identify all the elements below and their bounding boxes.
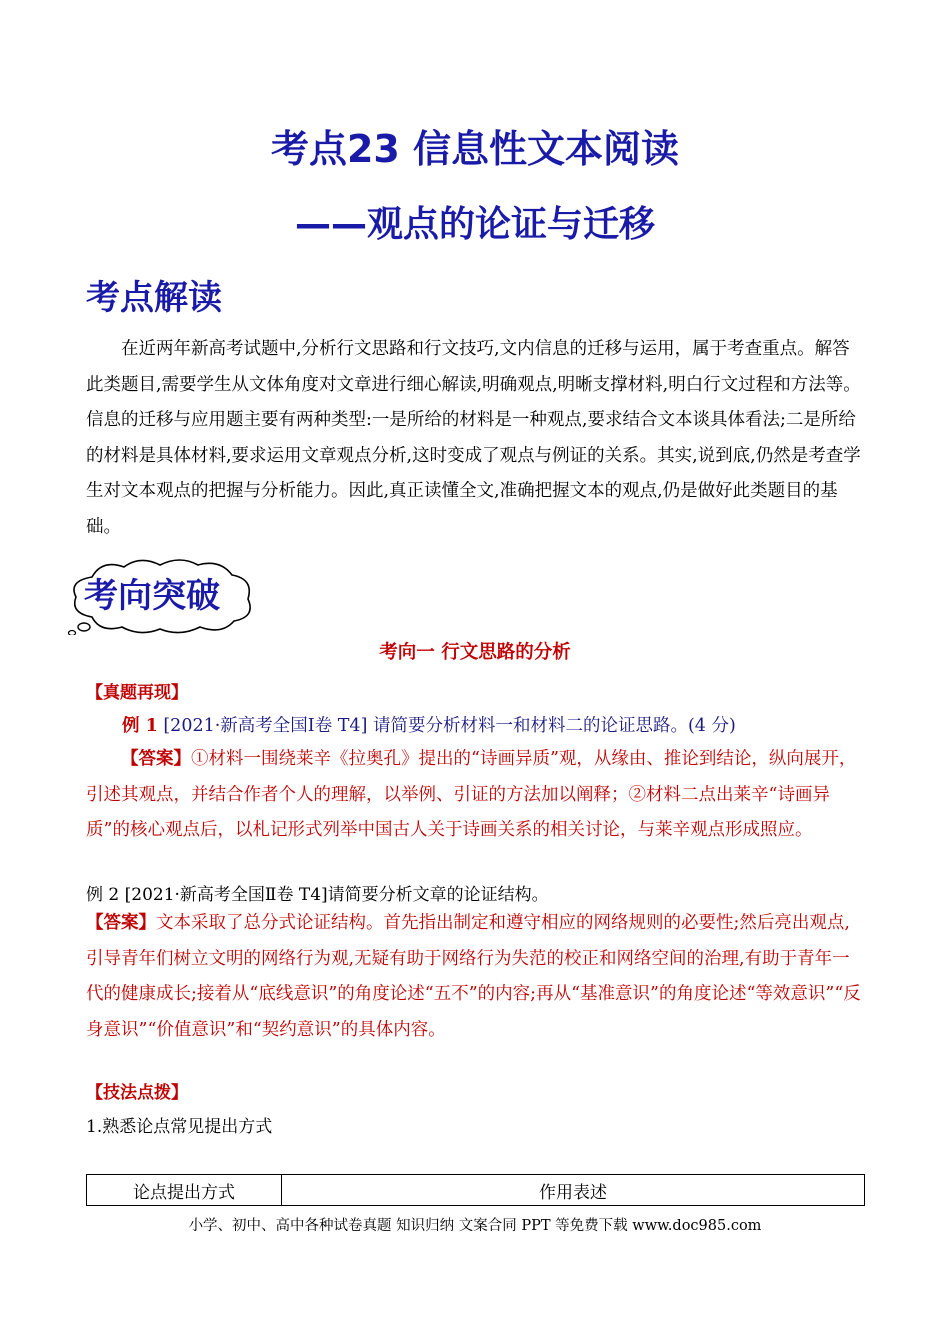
page-subtitle: ——观点的论证与迁移 bbox=[294, 204, 655, 245]
page-footer: 小学、初中、高中各种试卷真题 知识归纳 文案合同 PPT 等免费下载 www.doc985.com bbox=[188, 1218, 762, 1234]
section-heading-reading: 考点解读 bbox=[86, 278, 222, 318]
method-table bbox=[86, 1174, 865, 1206]
answer-1-text: ①材料一围绕莱辛《拉奥孔》提出的“诗画异质”观，从缘由、推论到结论，纵向展开，引述其观点，并结合作者个人的理解，以举例、引证的方法加以阐释；②材料二点出莱辛“诗画异质”的核心观点后，以札记形式列举中国古人关于诗画关系的相关讨论，与莱辛观点形成照应。 bbox=[86, 749, 857, 840]
tip-item-1: 1.熟悉论点常见提出方式 bbox=[86, 1117, 273, 1137]
table-header-function: 作用表述 bbox=[282, 1175, 865, 1206]
answer-1-tag: 【答案】 bbox=[121, 749, 191, 769]
label-tips: 【技法点拨】 bbox=[86, 1083, 188, 1103]
answer-1 bbox=[86, 742, 866, 849]
table-header-method: 论点提出方式 bbox=[87, 1175, 282, 1206]
section-heading-breakthrough: 考向突破 bbox=[84, 576, 220, 616]
answer-2 bbox=[86, 906, 866, 1048]
answer-2-tag: 【答案】 bbox=[86, 913, 156, 933]
label-real-questions: 【真题再现】 bbox=[86, 683, 188, 703]
example-1-label: 例 1 bbox=[122, 716, 158, 736]
intro-paragraph: 在近两年新高考试题中,分析行文思路和行文技巧,文内信息的迁移与运用，属于考查重点。解答此类题目,需要学生从文体角度对文章进行细心解读,明确观点,明晰支撑材料,明白行文过程和方法等。信息的迁移与应用题主要有两种类型:一是所给的材料是一种观点,要求结合文本谈具体看法;二是所给的材料是具体材料,要求运用文章观点分析,这时变成了观点与例证的关系。其实,说到底,仍然是考查学生对文本观点的把握与分析能力。因此,真正读懂全文,准确把握文本的观点,仍是做好此类题目的基础。 bbox=[86, 339, 861, 537]
example-1-text: [2021·新高考全国Ⅰ卷 T4] 请简要分析材料一和材料二的论证思路。(4 分) bbox=[163, 716, 736, 736]
direction-title: 考向一 行文思路的分析 bbox=[379, 642, 571, 663]
example-1 bbox=[122, 712, 736, 737]
table-header-row bbox=[87, 1175, 865, 1206]
page-title: 考点23 信息性文本阅读 bbox=[270, 127, 680, 171]
example-2: 例 2 [2021·新高考全国Ⅱ卷 T4]请简要分析文章的论证结构。 bbox=[86, 885, 549, 905]
answer-2-text: 文本采取了总分式论证结构。首先指出制定和遵守相应的网络规则的必要性;然后亮出观点,引导青年们树立文明的网络行为观,无疑有助于网络行为失范的校正和网络空间的治理,有助于青年一代的健康成长;接着从“底线意识”的角度论述“五不”的内容;再从“基准意识”的角度论述“等效意识”“反身意识”“价值意识”和“契约意识”的具体内容。 bbox=[86, 913, 861, 1040]
